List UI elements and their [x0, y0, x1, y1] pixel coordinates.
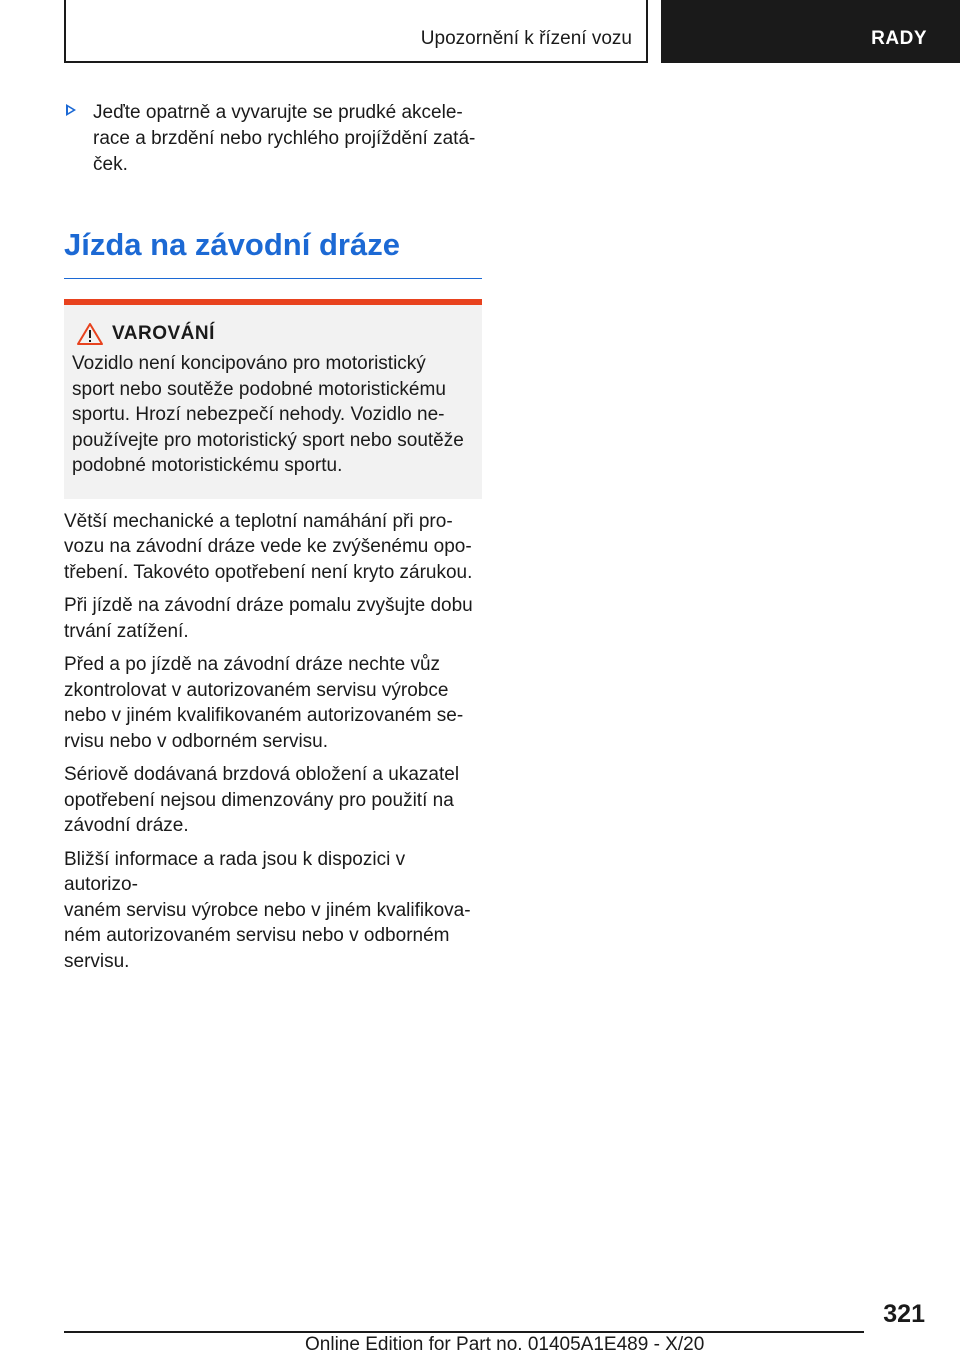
paragraph-line: Při jízdě na závodní dráze pomalu zvyšujte dobu [64, 595, 473, 616]
paragraph-line: nebo v jiném kvalifikovaném autorizovaném se- [64, 705, 464, 726]
warning-header [72, 321, 474, 347]
warning-text [72, 351, 474, 479]
paragraph [64, 509, 482, 586]
triangle-bullet-icon [66, 104, 76, 116]
paragraph-line: závodní dráze. [64, 815, 189, 836]
paragraph [64, 762, 482, 839]
footer-edition: Online Edition for Part no. 01405A1E489 - X/20 [305, 1334, 705, 1355]
paragraph [64, 847, 482, 975]
footer-divider [64, 1331, 864, 1333]
warning-line: sportu. Hrozí nebezpečí nehody. Vozidlo ne- [72, 404, 445, 425]
section-heading: Jízda na závodní dráze [64, 226, 482, 279]
paragraph-line: servisu. [64, 950, 130, 972]
paragraph-line: trvání zatížení. [64, 620, 189, 642]
page-content [64, 100, 482, 974]
bullet-line: ček. [93, 154, 128, 175]
paragraph-line: zkontrolovat v autorizovaném servisu výrobce [64, 679, 449, 701]
warning-line: Vozidlo není koncipováno pro motoristický [72, 353, 426, 374]
bullet-item [64, 100, 482, 178]
warning-label: VAROVÁNÍ [112, 323, 215, 344]
paragraph-line: Před a po jízdě na závodní dráze nechte vůz [64, 654, 441, 675]
bullet-line: race a brzdění nebo rychlého projíždění zatá- [93, 128, 476, 149]
paragraph [64, 652, 482, 754]
bullet-line: Jeďte opatrně a vyvarujte se prudké akcele- [93, 102, 463, 123]
section-label: RADY [871, 28, 927, 49]
paragraph [64, 593, 482, 644]
paragraph-line: rvisu nebo v odborném servisu. [64, 730, 329, 752]
paragraph-line: vozu na závodní dráze vede ke zvýšenému opo- [64, 536, 472, 557]
paragraph-line: třebení. Takovéto opotřebení není kryto zárukou. [64, 561, 473, 583]
warning-line: sport nebo soutěže podobné motoristickému [72, 378, 446, 400]
paragraph-line: ném autorizovaném servisu nebo v odborném [64, 925, 450, 946]
warning-box [64, 299, 482, 499]
paragraph-line: Sériově dodávaná brzdová obložení a ukazatel [64, 764, 460, 785]
paragraph-line: vaném servisu výrobce nebo v jiném kvalifikova- [64, 899, 471, 921]
page-number: 321 [883, 1300, 925, 1328]
paragraph-line: Bližší informace a rada jsou k dispozici v autorizo- [64, 848, 406, 895]
warning-line: podobné motoristickému sportu. [72, 455, 343, 476]
chapter-title: Upozornění k řízení vozu [420, 28, 632, 49]
header-chapter-box [64, 0, 648, 63]
paragraph-line: Větší mechanické a teplotní namáhání při pro- [64, 510, 453, 532]
paragraph-line: opotřebení nejsou dimenzovány pro použití na [64, 789, 454, 811]
warning-triangle-icon [76, 322, 104, 346]
warning-line: používejte pro motoristický sport nebo soutěže [72, 429, 464, 451]
header-section-tab [661, 0, 960, 63]
